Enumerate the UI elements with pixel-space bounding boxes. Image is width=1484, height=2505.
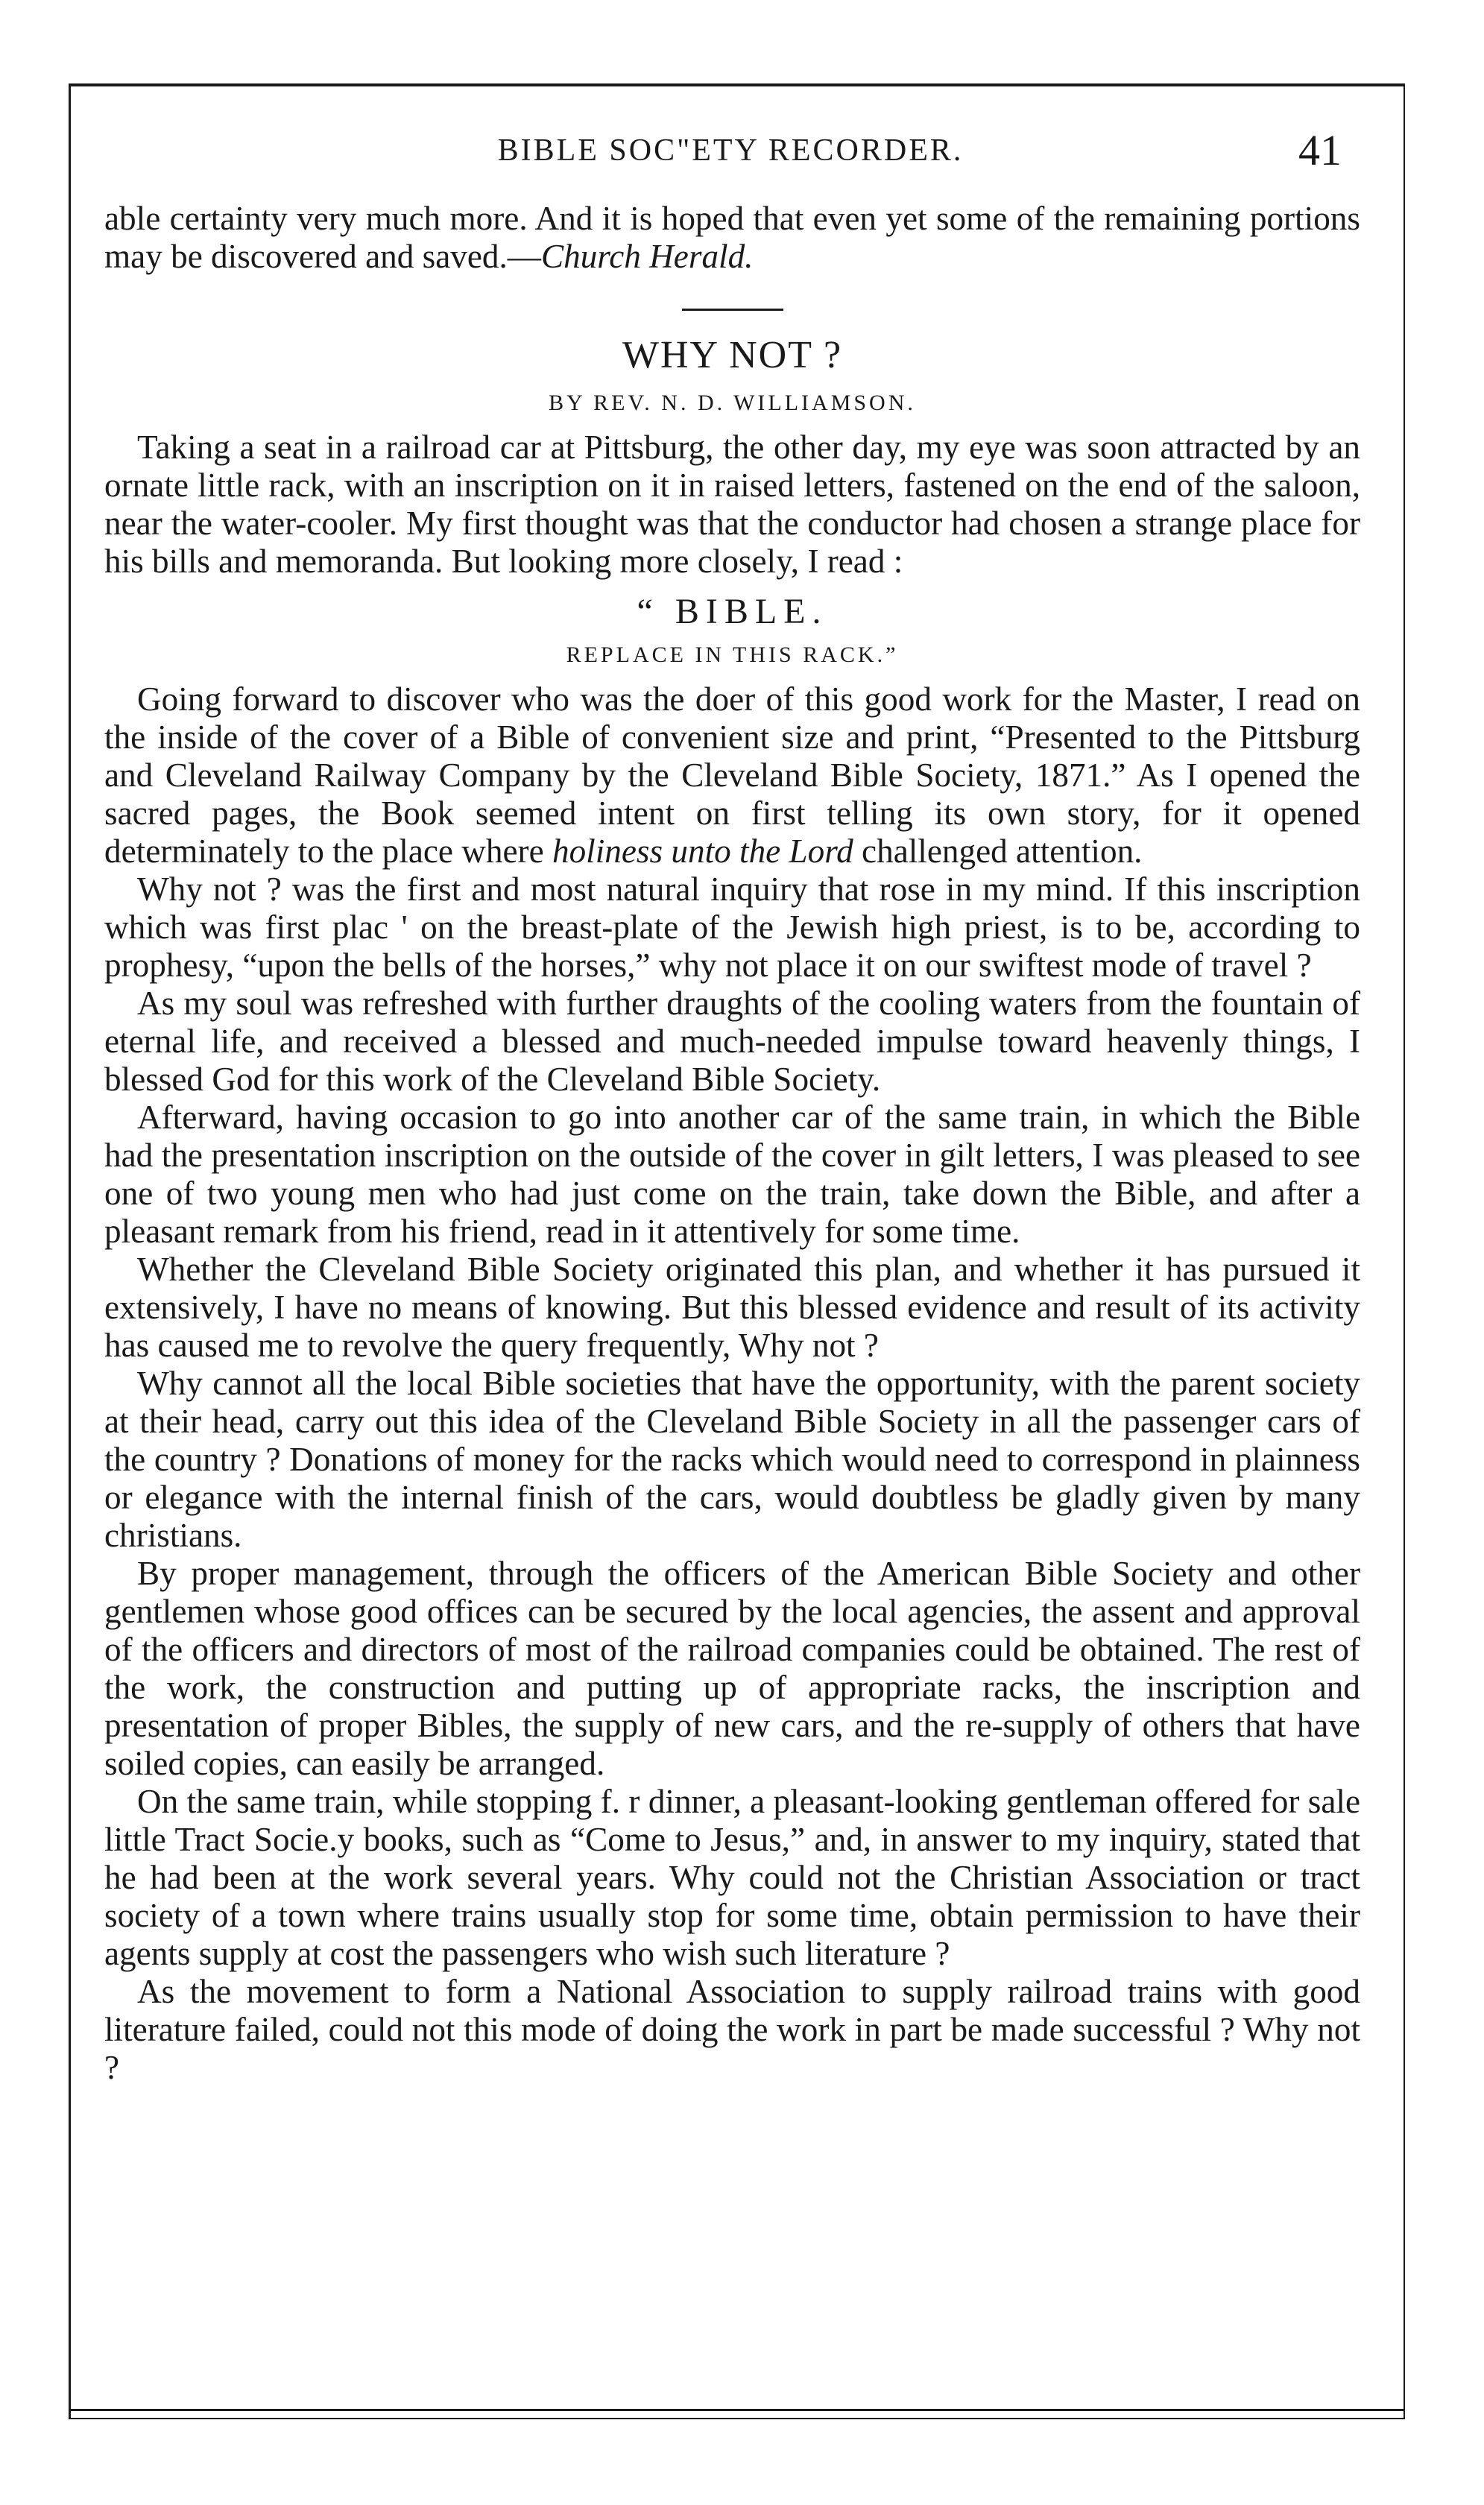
left-border-rule bbox=[69, 83, 71, 2419]
preceding-text: able certainty very much more. And it is hoped that even yet some of the remaining portions may be discovered and saved.— bbox=[104, 200, 1360, 275]
rack-inscription-subtitle: REPLACE IN THIS RACK.” bbox=[566, 642, 899, 667]
paragraph-2 bbox=[104, 680, 1360, 871]
paragraph-4: As my soul was refreshed with further draughts of the cooling waters from the fountain of eternal life, and received a blessed and much-needed impulse toward heavenly things, I blessed God for this work of the Cleveland Bible Society. bbox=[104, 985, 1360, 1098]
rack-inscription-title: “ BIBLE. bbox=[637, 592, 828, 631]
bottom-border-rule-inner bbox=[71, 2418, 1405, 2419]
article-title: WHY NOT ? bbox=[622, 334, 843, 376]
paragraph-8: By proper management, through the officers of the American Bible Society and other gentlemen whose good offices can be secured by the local agencies, the assent and approval of the officers and directors of most of the railroad companies could be obtained. The rest of the work, the construction and putting up of appropriate racks, the inscription and presentation of proper Bibles, the supply of new cars, and the re-supply of others that have soiled copies, can easily be arranged. bbox=[104, 1555, 1360, 1782]
page-number: 41 bbox=[1298, 126, 1342, 174]
paragraph-10: As the movement to form a National Association to supply railroad trains with good literature failed, could not this mode of doing the work in part be made successful ? Why not ? bbox=[104, 1973, 1360, 2086]
right-border-rule bbox=[1404, 83, 1405, 2419]
paragraph-7: Why cannot all the local Bible societies that have the opportunity, with the parent society at their head, carry out this idea of the Cleveland Bible Society in all the passenger cars of the country ? Donations of money for the racks which would need to correspond in plainness or elegance with the internal finish of the cars, would doubtless be gladly given by many christians. bbox=[104, 1365, 1360, 1554]
paragraph-2-text-b: challenged attention. bbox=[853, 833, 1143, 870]
section-divider bbox=[682, 309, 783, 311]
paragraph-2-text-a: Going forward to discover who was the doer of this good work for the Master, I read on the inside of the cover of a Bible of convenient size and print, “Presented to the Pittsburg and Cleveland Railway Company by the Cleveland Bible Society, 1871.” As I opened the sacred pages, the Book seemed intent on first telling its own story, for it opened determinately to the place where bbox=[104, 680, 1360, 870]
paragraph-2-italic: holiness unto the Lord bbox=[552, 833, 853, 870]
bottom-border-rule bbox=[71, 2409, 1405, 2411]
article-byline: BY REV. N. D. WILLIAMSON. bbox=[549, 391, 916, 415]
preceding-article-ending bbox=[104, 200, 1360, 276]
preceding-source: Church Herald. bbox=[540, 238, 754, 275]
paragraph-6: Whether the Cleveland Bible Society originated this plan, and whether it has pursued it extensively, I have no means of knowing. But this blessed evidence and result of its activity has caused me to revolve the query frequently, Why not ? bbox=[104, 1251, 1360, 1364]
page-header bbox=[104, 125, 1357, 177]
paragraph-5: Afterward, having occasion to go into another car of the same train, in which the Bible had the presentation inscription on the outside of the cover in gilt letters, I was pleased to see one of two young men who had just come on the train, take down the Bible, and after a pleasant remark from his friend, read in it attentively for some time. bbox=[104, 1099, 1360, 1250]
paragraph-3: Why not ? was the first and most natural inquiry that rose in my mind. If this inscription which was first plac ' on the breast-plate of the Jewish high priest, is to be, according to prophesy, “upon the bells of the horses,” why not place it on our swiftest mode of travel ? bbox=[104, 871, 1360, 984]
paragraph-9: On the same train, while stopping f. r dinner, a pleasant-looking gentleman offered for sale little Tract Socie.y books, such as “Come to Jesus,” and, in answer to my inquiry, stated that he had been at the work several years. Why could not the Christian Association or tract society of a town where trains usually stop for some time, obtain permission to have their agents supply at cost the passengers who wish such literature ? bbox=[104, 1783, 1360, 1972]
page-content bbox=[104, 200, 1360, 2087]
running-title: BIBLE SOC"ETY RECORDER. bbox=[497, 133, 964, 168]
top-border-rule bbox=[71, 83, 1405, 86]
paragraph-1: Taking a seat in a railroad car at Pittsburg, the other day, my eye was soon attracted by an ornate little rack, with an inscription on it in raised letters, fastened on the end of the saloon, near the water-cooler. My first thought was that the conductor had chosen a strange place for his bills and memoranda. But looking more closely, I read : bbox=[104, 429, 1360, 580]
